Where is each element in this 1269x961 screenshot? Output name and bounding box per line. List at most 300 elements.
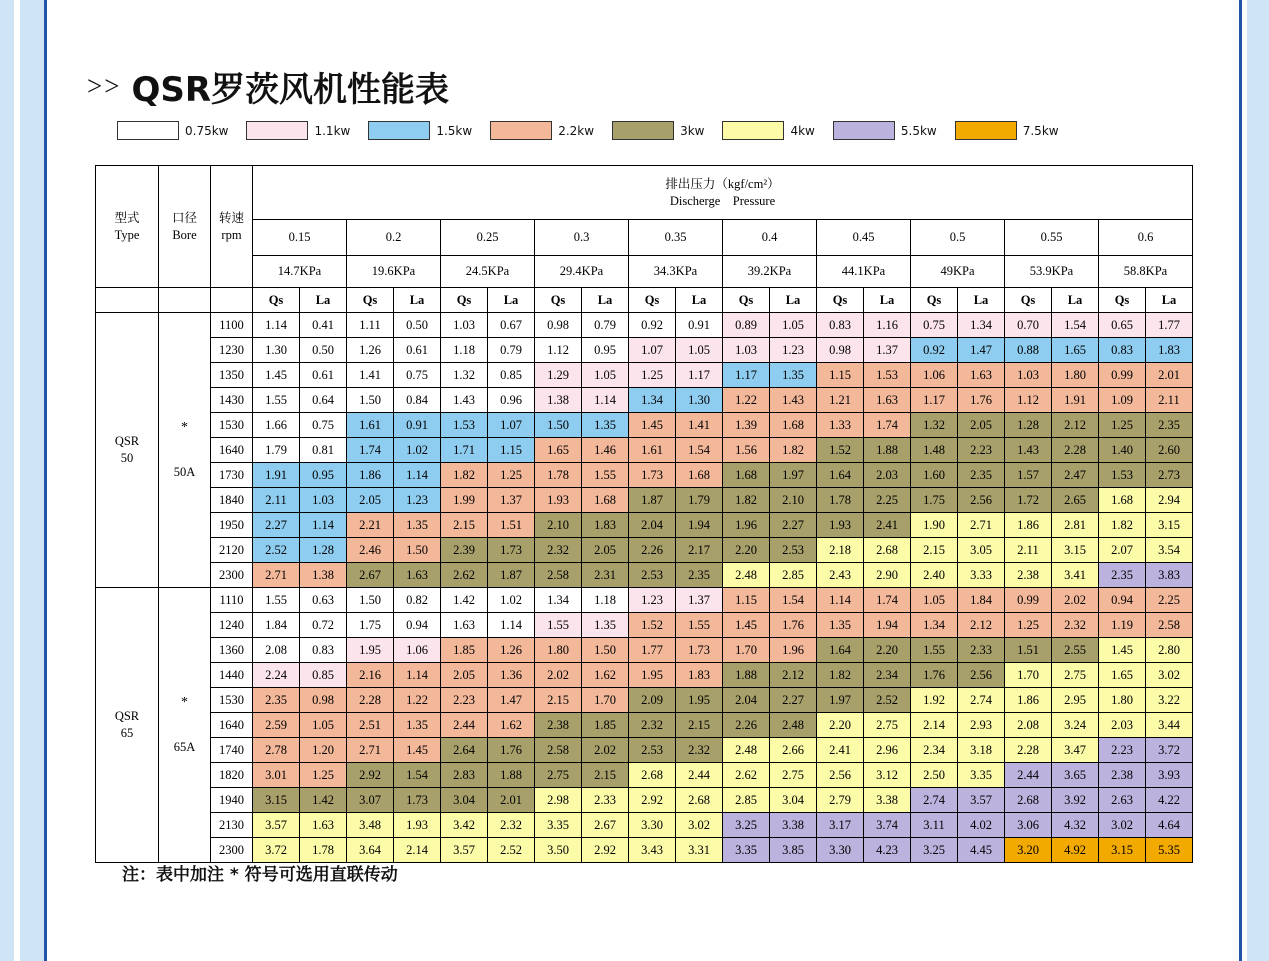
cell-qs: 1.50 xyxy=(347,388,394,413)
cell-qs: 2.15 xyxy=(535,688,582,713)
cell-la: 2.56 xyxy=(958,488,1005,513)
cell-la: 1.30 xyxy=(676,388,723,413)
cell-rpm: 1100 xyxy=(211,313,253,338)
header-qs: Qs xyxy=(817,288,864,313)
cell-rpm: 1360 xyxy=(211,638,253,663)
cell-la: 4.32 xyxy=(1052,813,1099,838)
cell-qs: 2.40 xyxy=(911,563,958,588)
cell-la: 2.25 xyxy=(864,488,911,513)
legend-label: 1.1kw xyxy=(314,123,351,138)
cell-qs: 2.32 xyxy=(629,713,676,738)
cell-la: 1.43 xyxy=(770,388,817,413)
cell-qs: 1.26 xyxy=(347,338,394,363)
cell-qs: 1.74 xyxy=(347,438,394,463)
cell-la: 2.05 xyxy=(958,413,1005,438)
table-row xyxy=(96,563,1193,588)
cell-qs: 2.34 xyxy=(911,738,958,763)
cell-qs: 2.11 xyxy=(253,488,300,513)
cell-qs: 1.25 xyxy=(629,363,676,388)
cell-la: 0.63 xyxy=(300,588,347,613)
cell-qs: 2.75 xyxy=(535,763,582,788)
cell-la: 2.20 xyxy=(864,638,911,663)
cell-rpm: 1350 xyxy=(211,363,253,388)
cell-qs: 2.05 xyxy=(347,488,394,513)
table-row xyxy=(96,488,1193,513)
cell-qs: 2.20 xyxy=(817,713,864,738)
cell-la: 0.64 xyxy=(300,388,347,413)
cell-qs: 1.99 xyxy=(441,488,488,513)
cell-la: 1.26 xyxy=(488,638,535,663)
cell-la: 3.22 xyxy=(1146,688,1193,713)
cell-qs: 3.15 xyxy=(253,788,300,813)
cell-qs: 1.61 xyxy=(347,413,394,438)
cell-la: 1.73 xyxy=(488,538,535,563)
cell-qs: 1.12 xyxy=(1005,388,1052,413)
table-row xyxy=(96,713,1193,738)
cell-qs: 1.07 xyxy=(629,338,676,363)
cell-la: 1.37 xyxy=(488,488,535,513)
cell-la: 2.52 xyxy=(488,838,535,863)
cell-qs: 1.23 xyxy=(629,588,676,613)
cell-qs: 1.68 xyxy=(723,463,770,488)
header-qs: Qs xyxy=(1099,288,1146,313)
cell-qs: 0.88 xyxy=(1005,338,1052,363)
cell-la: 1.20 xyxy=(300,738,347,763)
cell-rpm: 1430 xyxy=(211,388,253,413)
cell-la: 2.73 xyxy=(1146,463,1193,488)
cell-la: 0.41 xyxy=(300,313,347,338)
cell-la: 2.94 xyxy=(1146,488,1193,513)
cell-la: 1.80 xyxy=(1052,363,1099,388)
page-left-band-inner xyxy=(20,0,44,961)
cell-la: 1.14 xyxy=(300,513,347,538)
cell-qs: 3.64 xyxy=(347,838,394,863)
cell-la: 3.05 xyxy=(958,538,1005,563)
table-row xyxy=(96,413,1193,438)
cell-la: 1.53 xyxy=(864,363,911,388)
cell-qs: 1.50 xyxy=(347,588,394,613)
cell-la: 2.56 xyxy=(958,663,1005,688)
cell-qs: 0.99 xyxy=(1099,363,1146,388)
cell-la: 1.93 xyxy=(394,813,441,838)
cell-qs: 2.15 xyxy=(441,513,488,538)
cell-la: 3.92 xyxy=(1052,788,1099,813)
cell-qs: 1.19 xyxy=(1099,613,1146,638)
cell-qs: 1.41 xyxy=(347,363,394,388)
header-qs: Qs xyxy=(441,288,488,313)
cell-qs: 2.04 xyxy=(723,688,770,713)
table-row xyxy=(96,663,1193,688)
legend-label: 4kw xyxy=(790,123,815,138)
page-right-band xyxy=(1247,0,1269,961)
cell-qs: 3.43 xyxy=(629,838,676,863)
cell-qs: 1.55 xyxy=(911,638,958,663)
cell-qs: 2.83 xyxy=(441,763,488,788)
cell-qs: 1.43 xyxy=(441,388,488,413)
cell-qs: 2.14 xyxy=(911,713,958,738)
legend-item xyxy=(955,121,1059,140)
cell-la: 0.67 xyxy=(488,313,535,338)
cell-qs: 2.04 xyxy=(629,513,676,538)
cell-la: 1.46 xyxy=(582,438,629,463)
cell-qs: 1.05 xyxy=(911,588,958,613)
cell-qs: 0.83 xyxy=(817,313,864,338)
cell-la: 1.23 xyxy=(770,338,817,363)
cell-la: 1.74 xyxy=(864,413,911,438)
cell-la: 3.74 xyxy=(864,813,911,838)
cell-la: 2.12 xyxy=(770,663,817,688)
cell-type: QSR 50 xyxy=(96,313,159,588)
cell-rpm: 1940 xyxy=(211,788,253,813)
table-row xyxy=(96,338,1193,363)
cell-la: 3.38 xyxy=(770,813,817,838)
cell-la: 1.88 xyxy=(488,763,535,788)
cell-rpm: 2120 xyxy=(211,538,253,563)
cell-la: 1.94 xyxy=(864,613,911,638)
header-bore: 口径 Bore xyxy=(159,166,211,288)
cell-la: 1.78 xyxy=(300,838,347,863)
header-la: La xyxy=(676,288,723,313)
cell-qs: 2.24 xyxy=(253,663,300,688)
cell-la: 2.53 xyxy=(770,538,817,563)
cell-la: 1.95 xyxy=(676,688,723,713)
cell-qs: 2.09 xyxy=(629,688,676,713)
cell-qs: 1.65 xyxy=(535,438,582,463)
cell-la: 1.41 xyxy=(676,413,723,438)
cell-qs: 1.33 xyxy=(817,413,864,438)
cell-la: 0.94 xyxy=(394,613,441,638)
cell-la: 2.23 xyxy=(958,438,1005,463)
header-qs: Qs xyxy=(911,288,958,313)
cell-la: 1.07 xyxy=(488,413,535,438)
cell-la: 1.87 xyxy=(488,563,535,588)
cell-qs: 2.16 xyxy=(347,663,394,688)
cell-qs: 2.44 xyxy=(441,713,488,738)
cell-la: 1.54 xyxy=(394,763,441,788)
table-row xyxy=(96,738,1193,763)
cell-qs: 1.63 xyxy=(441,613,488,638)
cell-qs: 1.55 xyxy=(253,588,300,613)
cell-qs: 1.77 xyxy=(629,638,676,663)
cell-qs: 1.17 xyxy=(723,363,770,388)
cell-qs: 2.63 xyxy=(1099,788,1146,813)
cell-la: 1.14 xyxy=(582,388,629,413)
cell-qs: 0.65 xyxy=(1099,313,1146,338)
cell-qs: 3.57 xyxy=(441,838,488,863)
cell-qs: 1.65 xyxy=(1099,663,1146,688)
cell-la: 1.18 xyxy=(582,588,629,613)
cell-qs: 1.32 xyxy=(441,363,488,388)
legend-item xyxy=(612,121,704,140)
cell-la: 1.62 xyxy=(582,663,629,688)
cell-la: 1.35 xyxy=(770,363,817,388)
cell-qs: 1.79 xyxy=(253,438,300,463)
table-header-row xyxy=(96,166,1193,220)
cell-qs: 1.76 xyxy=(911,663,958,688)
cell-qs: 2.07 xyxy=(1099,538,1146,563)
header-pressure-value: 0.5 xyxy=(911,220,1005,256)
cell-qs: 1.60 xyxy=(911,463,958,488)
cell-la: 1.28 xyxy=(300,538,347,563)
cell-qs: 2.28 xyxy=(1005,738,1052,763)
cell-qs: 2.59 xyxy=(253,713,300,738)
cell-qs: 0.75 xyxy=(911,313,958,338)
cell-la: 0.84 xyxy=(394,388,441,413)
cell-la: 1.03 xyxy=(300,488,347,513)
cell-qs: 1.11 xyxy=(347,313,394,338)
cell-qs: 2.35 xyxy=(253,688,300,713)
cell-qs: 1.78 xyxy=(817,488,864,513)
cell-qs: 1.12 xyxy=(535,338,582,363)
cell-qs: 1.18 xyxy=(441,338,488,363)
table-row xyxy=(96,438,1193,463)
cell-la: 3.93 xyxy=(1146,763,1193,788)
cell-qs: 1.61 xyxy=(629,438,676,463)
cell-qs: 1.64 xyxy=(817,463,864,488)
cell-qs: 1.45 xyxy=(1099,638,1146,663)
header-la: La xyxy=(864,288,911,313)
cell-rpm: 2300 xyxy=(211,563,253,588)
cell-la: 2.66 xyxy=(770,738,817,763)
cell-qs: 2.15 xyxy=(911,538,958,563)
cell-rpm: 1740 xyxy=(211,738,253,763)
cell-la: 1.83 xyxy=(676,663,723,688)
page-title-text: QSR罗茨风机性能表 xyxy=(131,70,450,110)
cell-la: 0.81 xyxy=(300,438,347,463)
cell-la: 1.02 xyxy=(488,588,535,613)
table-row xyxy=(96,388,1193,413)
cell-qs: 1.14 xyxy=(253,313,300,338)
cell-la: 2.34 xyxy=(864,663,911,688)
header-kpa-value: 34.3KPa xyxy=(629,256,723,288)
cell-qs: 1.15 xyxy=(723,588,770,613)
cell-la: 3.31 xyxy=(676,838,723,863)
cell-qs: 1.14 xyxy=(817,588,864,613)
cell-la: 2.74 xyxy=(958,688,1005,713)
cell-la: 3.04 xyxy=(770,788,817,813)
cell-qs: 1.64 xyxy=(817,638,864,663)
cell-qs: 1.45 xyxy=(723,613,770,638)
table-row xyxy=(96,588,1193,613)
cell-qs: 2.48 xyxy=(723,738,770,763)
cell-qs: 3.30 xyxy=(629,813,676,838)
cell-qs: 3.01 xyxy=(253,763,300,788)
cell-la: 2.25 xyxy=(1146,588,1193,613)
cell-la: 2.85 xyxy=(770,563,817,588)
cell-la: 4.92 xyxy=(1052,838,1099,863)
cell-qs: 2.62 xyxy=(723,763,770,788)
title-chevron-icon: >> xyxy=(87,71,122,101)
cell-la: 0.95 xyxy=(300,463,347,488)
cell-qs: 1.09 xyxy=(1099,388,1146,413)
cell-qs: 1.92 xyxy=(911,688,958,713)
cell-qs: 2.50 xyxy=(911,763,958,788)
cell-la: 0.61 xyxy=(394,338,441,363)
cell-qs: 2.68 xyxy=(1005,788,1052,813)
cell-qs: 1.03 xyxy=(1005,363,1052,388)
cell-qs: 2.62 xyxy=(441,563,488,588)
header-pressure-value: 0.55 xyxy=(1005,220,1099,256)
cell-qs: 2.03 xyxy=(1099,713,1146,738)
cell-la: 5.35 xyxy=(1146,838,1193,863)
cell-la: 3.02 xyxy=(676,813,723,838)
cell-qs: 1.91 xyxy=(253,463,300,488)
cell-qs: 1.93 xyxy=(535,488,582,513)
cell-qs: 3.04 xyxy=(441,788,488,813)
cell-qs: 1.80 xyxy=(535,638,582,663)
header-la: La xyxy=(582,288,629,313)
cell-la: 1.38 xyxy=(300,563,347,588)
cell-la: 1.62 xyxy=(488,713,535,738)
cell-la: 1.45 xyxy=(394,738,441,763)
cell-qs: 2.35 xyxy=(1099,563,1146,588)
legend-swatch xyxy=(490,121,552,140)
cell-bore: * 65A xyxy=(159,588,211,863)
legend-label: 7.5kw xyxy=(1022,123,1059,138)
header-la: La xyxy=(488,288,535,313)
cell-la: 2.80 xyxy=(1146,638,1193,663)
cell-qs: 3.30 xyxy=(817,838,864,863)
cell-la: 1.82 xyxy=(770,438,817,463)
cell-la: 2.31 xyxy=(582,563,629,588)
cell-la: 3.02 xyxy=(1146,663,1193,688)
cell-la: 1.47 xyxy=(958,338,1005,363)
legend-label: 5.5kw xyxy=(900,123,937,138)
cell-la: 1.84 xyxy=(958,588,1005,613)
header-la: La xyxy=(958,288,1005,313)
header-kpa-value: 44.1KPa xyxy=(817,256,911,288)
cell-qs: 2.58 xyxy=(535,738,582,763)
header-pressure-value: 0.2 xyxy=(347,220,441,256)
cell-la: 2.10 xyxy=(770,488,817,513)
cell-qs: 2.38 xyxy=(1099,763,1146,788)
cell-qs: 2.46 xyxy=(347,538,394,563)
cell-qs: 2.48 xyxy=(723,563,770,588)
cell-qs: 2.23 xyxy=(441,688,488,713)
cell-la: 2.75 xyxy=(770,763,817,788)
table-row xyxy=(96,788,1193,813)
cell-la: 2.01 xyxy=(488,788,535,813)
cell-qs: 1.86 xyxy=(1005,688,1052,713)
cell-qs: 2.10 xyxy=(535,513,582,538)
cell-qs: 2.92 xyxy=(629,788,676,813)
cell-qs: 1.06 xyxy=(911,363,958,388)
cell-qs: 1.34 xyxy=(911,613,958,638)
cell-la: 0.91 xyxy=(394,413,441,438)
cell-qs: 1.17 xyxy=(911,388,958,413)
cell-rpm: 1530 xyxy=(211,413,253,438)
header-kpa-value: 19.6KPa xyxy=(347,256,441,288)
performance-table xyxy=(95,165,1193,863)
cell-la: 1.25 xyxy=(488,463,535,488)
cell-la: 2.44 xyxy=(676,763,723,788)
cell-la: 0.50 xyxy=(300,338,347,363)
cell-qs: 3.42 xyxy=(441,813,488,838)
cell-la: 1.50 xyxy=(582,638,629,663)
header-kpa-value: 39.2KPa xyxy=(723,256,817,288)
cell-la: 1.05 xyxy=(676,338,723,363)
cell-la: 0.98 xyxy=(300,688,347,713)
header-la: La xyxy=(1146,288,1193,313)
table-row xyxy=(96,688,1193,713)
cell-la: 1.73 xyxy=(676,638,723,663)
cell-qs: 2.26 xyxy=(629,538,676,563)
cell-qs: 1.43 xyxy=(1005,438,1052,463)
cell-qs: 1.70 xyxy=(723,638,770,663)
cell-la: 3.15 xyxy=(1146,513,1193,538)
cell-la: 2.92 xyxy=(582,838,629,863)
cell-la: 1.65 xyxy=(1052,338,1099,363)
cell-qs: 3.11 xyxy=(911,813,958,838)
cell-la: 1.34 xyxy=(958,313,1005,338)
cell-qs: 3.15 xyxy=(1099,838,1146,863)
cell-qs: 1.48 xyxy=(911,438,958,463)
cell-la: 2.41 xyxy=(864,513,911,538)
cell-la: 2.15 xyxy=(582,763,629,788)
cell-la: 1.15 xyxy=(488,438,535,463)
cell-la: 1.17 xyxy=(676,363,723,388)
cell-la: 2.33 xyxy=(958,638,1005,663)
legend-item xyxy=(117,121,228,140)
cell-type: QSR 65 xyxy=(96,588,159,863)
header-kpa-value: 24.5KPa xyxy=(441,256,535,288)
table-row xyxy=(96,313,1193,338)
cell-la: 1.37 xyxy=(676,588,723,613)
cell-qs: 2.51 xyxy=(347,713,394,738)
cell-qs: 1.39 xyxy=(723,413,770,438)
cell-la: 3.38 xyxy=(864,788,911,813)
page-title xyxy=(87,62,449,111)
cell-qs: 1.71 xyxy=(441,438,488,463)
cell-la: 3.35 xyxy=(958,763,1005,788)
cell-la: 0.50 xyxy=(394,313,441,338)
cell-qs: 2.20 xyxy=(723,538,770,563)
cell-la: 3.44 xyxy=(1146,713,1193,738)
cell-qs: 2.26 xyxy=(723,713,770,738)
cell-qs: 3.35 xyxy=(723,838,770,863)
cell-la: 0.61 xyxy=(300,363,347,388)
legend-swatch xyxy=(955,121,1017,140)
table-row xyxy=(96,463,1193,488)
cell-qs: 1.53 xyxy=(441,413,488,438)
cell-qs: 1.80 xyxy=(1099,688,1146,713)
cell-rpm: 1110 xyxy=(211,588,253,613)
cell-la: 0.91 xyxy=(676,313,723,338)
cell-la: 1.54 xyxy=(676,438,723,463)
legend-item xyxy=(833,121,937,140)
cell-qs: 3.02 xyxy=(1099,813,1146,838)
cell-qs: 1.40 xyxy=(1099,438,1146,463)
cell-la: 3.33 xyxy=(958,563,1005,588)
cell-qs: 1.82 xyxy=(1099,513,1146,538)
table-row xyxy=(96,613,1193,638)
header-kpa-value: 49KPa xyxy=(911,256,1005,288)
cell-qs: 1.85 xyxy=(441,638,488,663)
header-kpa-value: 58.8KPa xyxy=(1099,256,1193,288)
cell-qs: 1.88 xyxy=(723,663,770,688)
cell-qs: 1.86 xyxy=(1005,513,1052,538)
header-rpm: 转速 rpm xyxy=(211,166,253,288)
header-pressure-value: 0.35 xyxy=(629,220,723,256)
cell-la: 2.12 xyxy=(1052,413,1099,438)
cell-qs: 2.71 xyxy=(347,738,394,763)
cell-qs: 2.21 xyxy=(347,513,394,538)
cell-qs: 2.52 xyxy=(253,538,300,563)
cell-qs: 2.28 xyxy=(347,688,394,713)
cell-qs: 1.52 xyxy=(817,438,864,463)
cell-la: 1.50 xyxy=(394,538,441,563)
cell-qs: 3.06 xyxy=(1005,813,1052,838)
